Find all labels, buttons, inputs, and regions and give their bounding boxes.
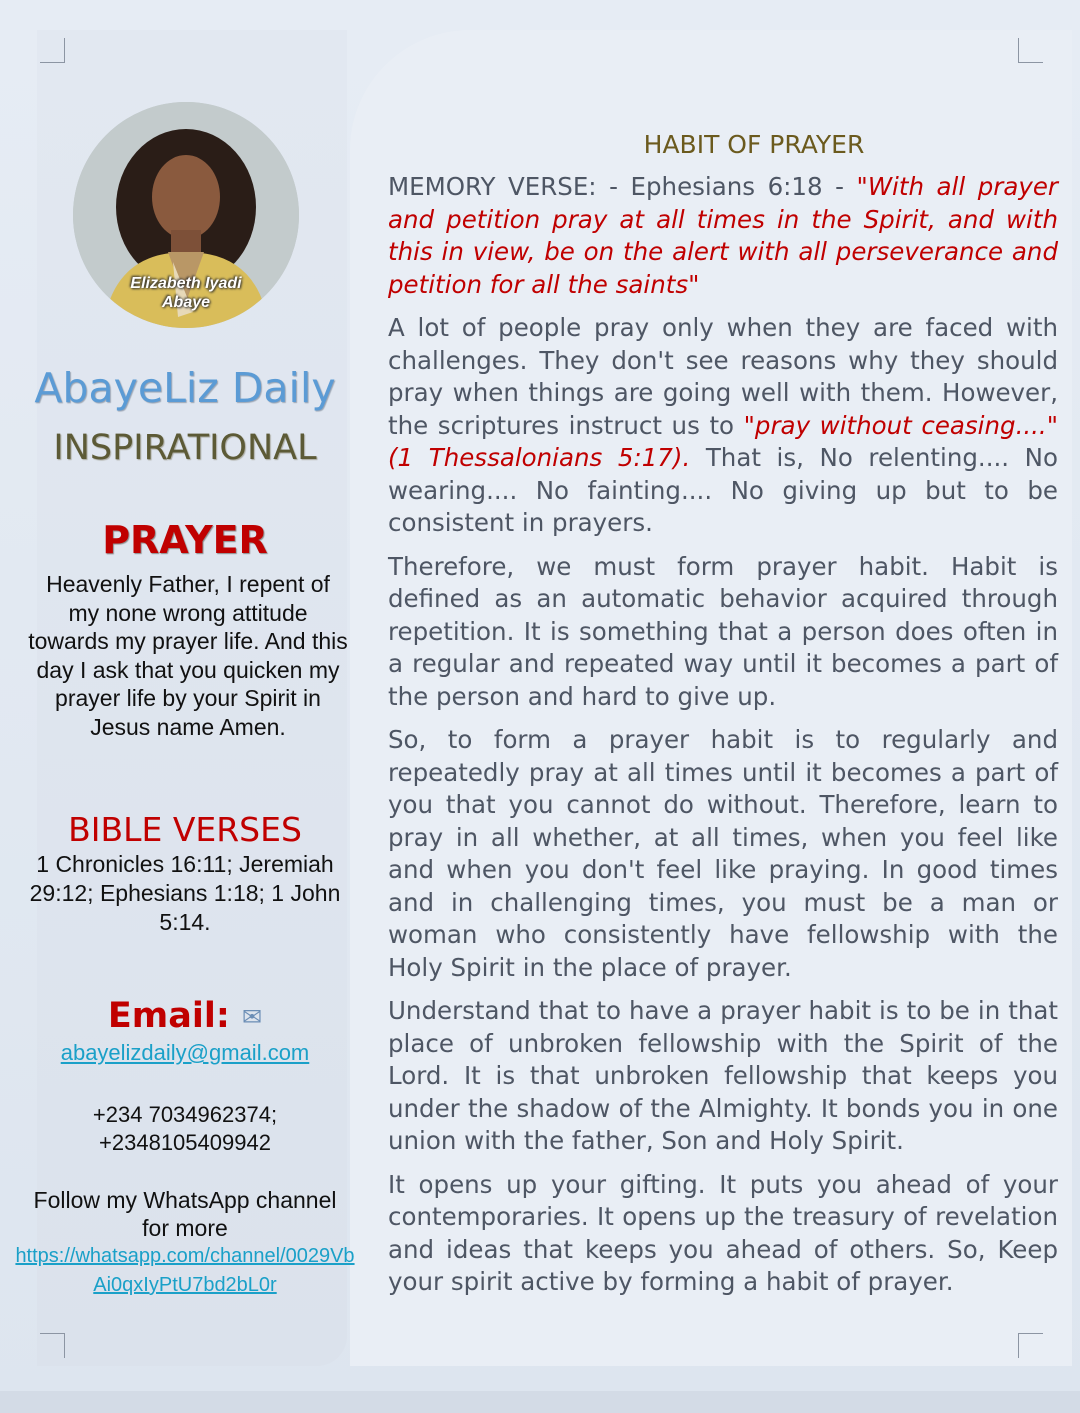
bible-verses-text: 1 Chronicles 16:11; Jeremiah 29:12; Ephesians 1:18; 1 John 5:14. [29, 851, 341, 935]
avatar-caption-line1: Elizabeth Iyadi [130, 275, 242, 292]
paragraph-1-part2: That is, No relenting.... No wearing.... No fainting.... No giving up but to be consistent in prayers. [388, 443, 1058, 537]
brand-subtitle: INSPIRATIONAL [53, 428, 317, 468]
scripture-quote: "pray without ceasing...." (1 Thessalonians 5:17). [388, 410, 1058, 472]
bible-verses-heading: BIBLE VERSES [68, 810, 302, 849]
avatar-caption-line2: Abaye [161, 294, 211, 311]
whatsapp-channel-link[interactable]: https://whatsapp.com/channel/0029VbAi0qxIyPtU7bd2bL0r [15, 1245, 355, 1296]
phone-number-1: +234 7034962374; [92, 1102, 278, 1127]
paragraph-5: It opens up your gifting. It puts you ahead of your contemporaries. It opens up the treasury of revelation and ideas that keeps you ahead of others. So, Keep your spirit active by forming a habit of prayer. [388, 1169, 1058, 1296]
prayer-text: Heavenly Father, I repent of my none wrong attitude towards my prayer life. And this day I ask that you quicken my prayer life by your Spirit in Jesus name Amen. [28, 571, 348, 740]
email-heading [0, 996, 370, 1036]
paragraph-2: Therefore, we must form prayer habit. Habit is defined as an automatic behavior acquired through repetition. It is something that a person does often in a regular and repeated way until it becomes a part of the person and hard to give up. [388, 551, 1058, 711]
paragraph-1-part1: A lot of people pray only when they are faced with challenges. They don't see reasons why they should pray when things are going well with them. However, the scriptures instruct us to [388, 313, 1058, 440]
brand-title: AbayeLiz Daily [34, 364, 336, 412]
article-body [388, 171, 1058, 1310]
paragraph-1 [388, 312, 1058, 540]
corner-mark-bottom-right [1018, 1333, 1043, 1358]
memory-verse-label: MEMORY VERSE: - Ephesians 6:18 - [388, 172, 844, 201]
corner-mark-top-left [40, 38, 65, 63]
email-heading-label: Email: [107, 996, 230, 1036]
avatar-caption [73, 274, 299, 312]
email-link[interactable]: abayelizdaily@gmail.com [60, 1040, 310, 1065]
article-title: HABIT OF PRAYER [643, 130, 865, 159]
phone-number-2: +2348105409942 [99, 1130, 271, 1155]
corner-mark-top-right [1018, 38, 1043, 63]
memory-verse-quote: "With all prayer and petition pray at all times in the Spirit, and with this in view, be on the alert with all perseverance and petition for all the saints" [388, 172, 1058, 299]
envelope-icon: ✉ [242, 1003, 263, 1031]
bottom-band [0, 1391, 1080, 1413]
prayer-heading: PRAYER [102, 518, 268, 562]
whatsapp-follow-text: Follow my WhatsApp channel for more [33, 1187, 337, 1241]
paragraph-4: Understand that to have a prayer habit is to be in that place of unbroken fellowship with the Spirit of the Lord. It is that unbroken fellowship that keeps you under the shadow of the Almighty. It bonds you in one union with the father, Son and Holy Spirit. [388, 996, 1058, 1155]
phone-numbers [20, 1101, 350, 1157]
memory-verse [388, 171, 1058, 301]
paragraph-3: So, to form a prayer habit is to regularly and repeatedly pray at all times until it becomes a part of you that you cannot do without. Therefore, learn to pray in all whether, at all times, when you feel like and when you don't feel like praying. In good times and in challenging times, you must be a man or woman who consistently have fellowship with the Holy Spirit in the place of prayer. [388, 725, 1058, 982]
corner-mark-bottom-left [40, 1333, 65, 1358]
author-avatar [73, 102, 299, 328]
